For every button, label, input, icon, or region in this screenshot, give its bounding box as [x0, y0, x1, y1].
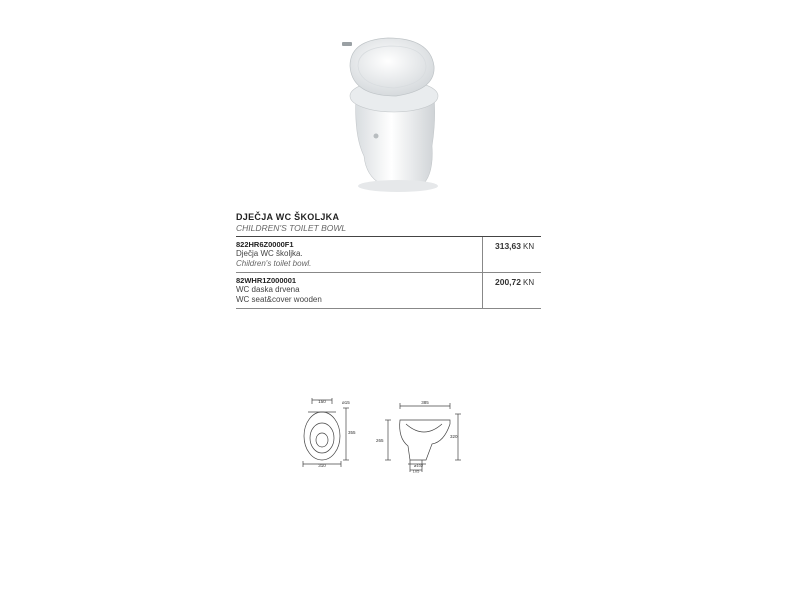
price-row [236, 237, 541, 273]
price-value: 313,63 [495, 241, 521, 251]
price-row [236, 273, 541, 309]
product-subtitle: CHILDREN'S TOILET BOWL [236, 223, 347, 233]
item-description-en: WC seat&cover wooden [236, 295, 322, 304]
column-divider [482, 273, 483, 308]
item-price [495, 277, 534, 287]
item-price [495, 241, 534, 251]
dim-base: 105 [412, 468, 420, 473]
dim-outlet: ø102 [414, 463, 424, 468]
item-description-en: Children's toilet bowl. [236, 259, 312, 268]
item-code: 822HR6Z0000F1 [236, 240, 294, 249]
dim-left: 265 [376, 438, 384, 443]
dim-height: 355 [348, 430, 356, 435]
item-code: 82WHR1Z000001 [236, 276, 297, 285]
dim-right: 320 [450, 434, 458, 439]
technical-drawing-top-view [298, 398, 358, 468]
dim-top: 150 [318, 399, 326, 404]
product-photo [326, 26, 456, 196]
technical-drawing-side-view [370, 398, 466, 473]
dim-top: 385 [421, 400, 429, 405]
item-description-hr: WC daska drvena [236, 285, 300, 294]
product-section [236, 212, 541, 309]
product-title: DJEČJA WC ŠKOLJKA [236, 212, 340, 222]
price-currency: KN [523, 278, 535, 287]
dim-hole: ø15 [342, 400, 350, 405]
column-divider [482, 237, 483, 272]
price-value: 200,72 [495, 277, 521, 287]
dim-bottom: 310 [318, 463, 326, 468]
item-description-hr: Dječja WC školjka. [236, 249, 303, 258]
price-currency: KN [523, 242, 535, 251]
